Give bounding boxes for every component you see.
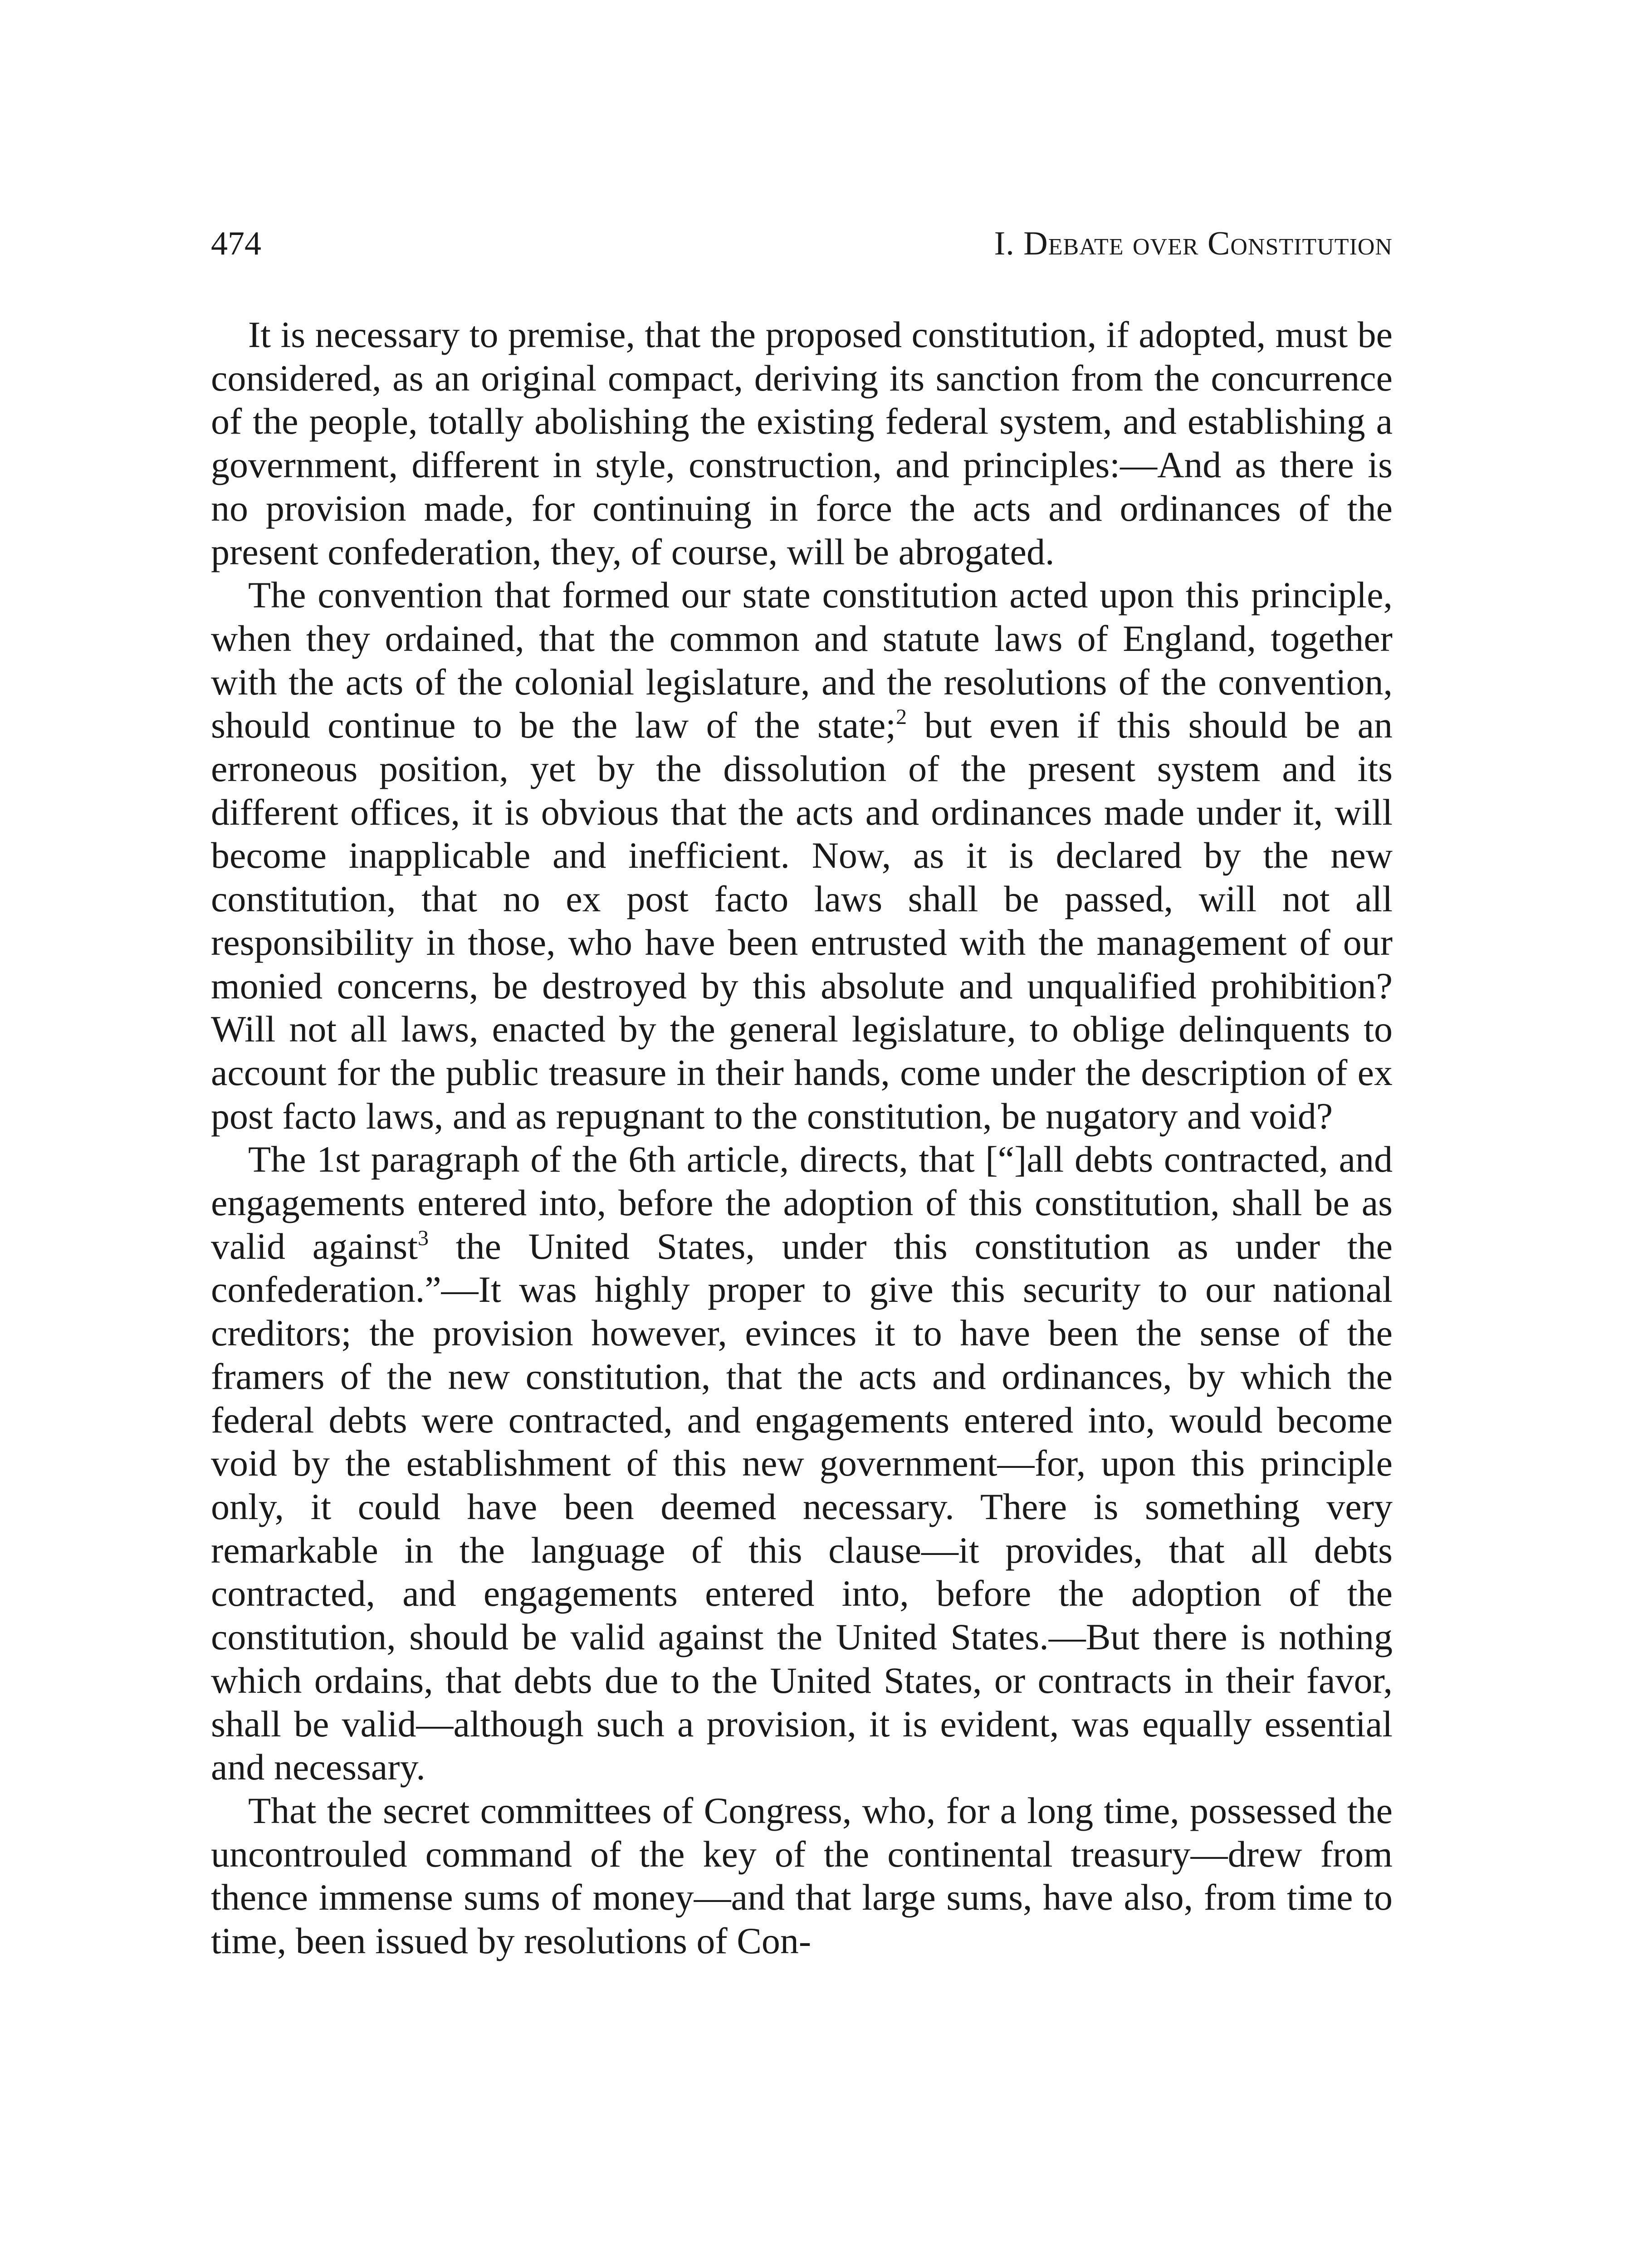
paragraph-text: The convention that formed our state constitution acted upon this principle, when they ordained, that the common and statute laws of England, together with the acts of the colonial legislature, and the resolutions of the convention, should continue to be the law of the state; bbox=[211, 574, 1393, 746]
page-number: 474 bbox=[211, 225, 261, 262]
footnote-marker: 3 bbox=[417, 1226, 429, 1250]
running-head bbox=[211, 223, 1393, 264]
running-title: I. Debate over Constitution bbox=[994, 225, 1393, 262]
paragraph-text: The 1st paragraph of the 6th article, directs, that [“]all debts contracted, and engagements entered into, before the adoption of this constitution, shall be as valid against bbox=[211, 1139, 1393, 1267]
footnote-marker: 2 bbox=[896, 705, 907, 729]
main-text bbox=[211, 313, 1393, 2159]
paragraph: That the secret committees of Congress, who, for a long time, possessed the uncontrouled command of the key of the continental treasury—drew from thence immense sums of money—and that large sums, have also, from time to time, been issued by resolutions of Con- bbox=[211, 1789, 1393, 1962]
paragraph-text: the United States, under this constitution as under the confederation.”—It was highly proper to give this security to our national creditors; the provision however, evinces it to have been the sense of the framers of the new constitution, that the acts and ordinances, by which the federal debts were contracted, and engagements entered into, would become void by the establishment of this new government—for, upon this principle only, it could have been deemed necessary. There is something very remarkable in the language of this clause—it provides, that all debts contracted, and engagements entered into, before the adoption of the constitution, should be valid against the United States.—But there is nothing which ordains, that debts due to the United States, or contracts in their favor, shall be valid—although such a provision, it is evident, was equally essential and necessary. bbox=[211, 1225, 1393, 1788]
paragraph-text: but even if this should be an erroneous position, yet by the dissolution of the present system and its different offices, it is obvious that the acts and ordinances made under it, will become inapplicable and inefficient. Now, as it is declared by the new constitution, that no ex post facto laws shall be passed, will not all responsibility in those, who have been entrusted with the management of our monied concerns, be destroyed by this absolute and unqualified prohibition? Will not all laws, enacted by the general legislature, to oblige delinquents to account for the public treasure in their hands, come under the description of ex post facto laws, and as repugnant to the constitution, be nugatory and void? bbox=[211, 704, 1393, 1137]
paragraph bbox=[211, 1138, 1393, 1789]
paragraph: It is necessary to premise, that the proposed constitution, if adopted, must be considered, as an original compact, deriving its sanction from the concurrence of the people, totally abolishing the existing federal system, and establishing a government, different in style, construction, and principles:—And as there is no provision made, for continuing in force the acts and ordinances of the present confederation, they, of course, will be abrogated. bbox=[211, 314, 1393, 572]
paragraph bbox=[211, 573, 1393, 1138]
